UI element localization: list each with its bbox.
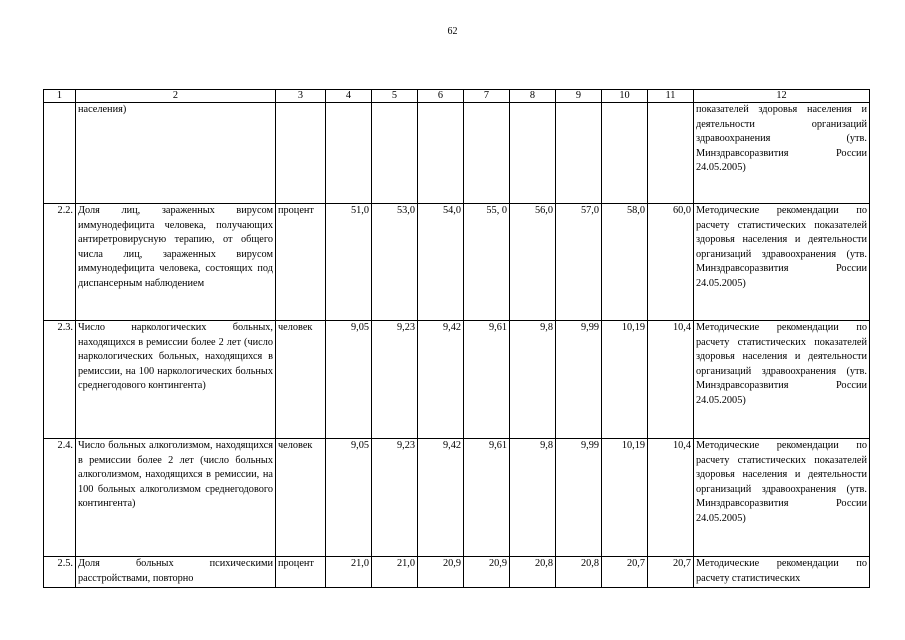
value-cell — [602, 103, 648, 204]
value-cell — [372, 103, 418, 204]
value-cell — [326, 103, 372, 204]
value-cell: 20,8 — [556, 557, 602, 588]
column-header: 5 — [372, 90, 418, 103]
row-number: 2.2. — [44, 204, 76, 321]
column-header: 6 — [418, 90, 464, 103]
row-number: 2.3. — [44, 321, 76, 439]
value-cell — [418, 103, 464, 204]
value-cell: 10,4 — [648, 439, 694, 557]
value-cell: 57,0 — [556, 204, 602, 321]
source-cell: показателей здоровья населения и деятельности организаций здравоохранения (утв. Минздравсоразвития России 24.05.2005) — [694, 103, 870, 204]
indicator-name: Число наркологических больных, находящихся в ремиссии более 2 лет (число наркологических больных, находящихся в ремиссии, на 100 наркологических больных среднегодового контингента) — [76, 321, 276, 439]
value-cell: 9,99 — [556, 321, 602, 439]
value-cell: 20,9 — [464, 557, 510, 588]
value-cell: 60,0 — [648, 204, 694, 321]
value-cell: 20,9 — [418, 557, 464, 588]
indicator-name: Доля больных психическими расстройствами, повторно — [76, 557, 276, 588]
indicator-name: Доля лиц, зараженных вирусом иммунодефицита человека, получающих антиретровирусную терапию, от общего числа лиц, зараженных вирусом иммунодефицита человека, состоящих под диспансерным наблюдением — [76, 204, 276, 321]
indicator-name: населения) — [76, 103, 276, 204]
unit-cell — [276, 103, 326, 204]
value-cell: 53,0 — [372, 204, 418, 321]
value-cell: 9,23 — [372, 321, 418, 439]
source-cell: Методические рекомендации по расчету статистических — [694, 557, 870, 588]
value-cell — [648, 103, 694, 204]
source-cell: Методические рекомендации по расчету статистических показателей здоровья населения и деятельности организаций здравоохранения (утв. Минздравсоразвития России 24.05.2005) — [694, 321, 870, 439]
table-row — [44, 103, 870, 204]
indicators-table — [43, 89, 870, 588]
value-cell: 55, 0 — [464, 204, 510, 321]
source-cell: Методические рекомендации по расчету статистических показателей здоровья населения и деятельности организаций здравоохранения (утв. Минздравсоразвития России 24.05.2005) — [694, 204, 870, 321]
table-row — [44, 204, 870, 321]
column-header: 4 — [326, 90, 372, 103]
value-cell: 9,42 — [418, 439, 464, 557]
value-cell: 9,8 — [510, 321, 556, 439]
value-cell: 9,99 — [556, 439, 602, 557]
value-cell: 9,61 — [464, 439, 510, 557]
column-number-row — [44, 90, 870, 103]
column-header: 7 — [464, 90, 510, 103]
unit-cell: человек — [276, 439, 326, 557]
value-cell: 20,7 — [602, 557, 648, 588]
value-cell: 9,23 — [372, 439, 418, 557]
value-cell: 21,0 — [326, 557, 372, 588]
value-cell: 9,61 — [464, 321, 510, 439]
column-header: 9 — [556, 90, 602, 103]
column-header: 3 — [276, 90, 326, 103]
page-number: 62 — [447, 26, 458, 37]
value-cell: 51,0 — [326, 204, 372, 321]
value-cell: 9,42 — [418, 321, 464, 439]
unit-cell: человек — [276, 321, 326, 439]
value-cell: 9,05 — [326, 439, 372, 557]
table-row — [44, 439, 870, 557]
column-header: 10 — [602, 90, 648, 103]
value-cell: 20,7 — [648, 557, 694, 588]
value-cell: 9,05 — [326, 321, 372, 439]
value-cell: 10,19 — [602, 321, 648, 439]
row-number: 2.4. — [44, 439, 76, 557]
row-number: 2.5. — [44, 557, 76, 588]
table-row — [44, 557, 870, 588]
column-header: 1 — [44, 90, 76, 103]
unit-cell: процент — [276, 557, 326, 588]
value-cell: 56,0 — [510, 204, 556, 321]
value-cell: 20,8 — [510, 557, 556, 588]
source-cell: Методические рекомендации по расчету статистических показателей здоровья населения и деятельности организаций здравоохранения (утв. Минздравсоразвития России 24.05.2005) — [694, 439, 870, 557]
value-cell: 10,4 — [648, 321, 694, 439]
table-row — [44, 321, 870, 439]
column-header: 12 — [694, 90, 870, 103]
value-cell: 21,0 — [372, 557, 418, 588]
column-header: 2 — [76, 90, 276, 103]
value-cell: 9,8 — [510, 439, 556, 557]
indicator-name: Число больных алкоголизмом, находящихся в ремиссии более 2 лет (число больных алкоголизмом, находящихся в ремиссии, на 100 больных алкоголизмом среднегодового контингента) — [76, 439, 276, 557]
value-cell — [556, 103, 602, 204]
value-cell: 10,19 — [602, 439, 648, 557]
value-cell — [510, 103, 556, 204]
row-number — [44, 103, 76, 204]
column-header: 8 — [510, 90, 556, 103]
value-cell — [464, 103, 510, 204]
value-cell: 58,0 — [602, 204, 648, 321]
unit-cell: процент — [276, 204, 326, 321]
value-cell: 54,0 — [418, 204, 464, 321]
column-header: 11 — [648, 90, 694, 103]
